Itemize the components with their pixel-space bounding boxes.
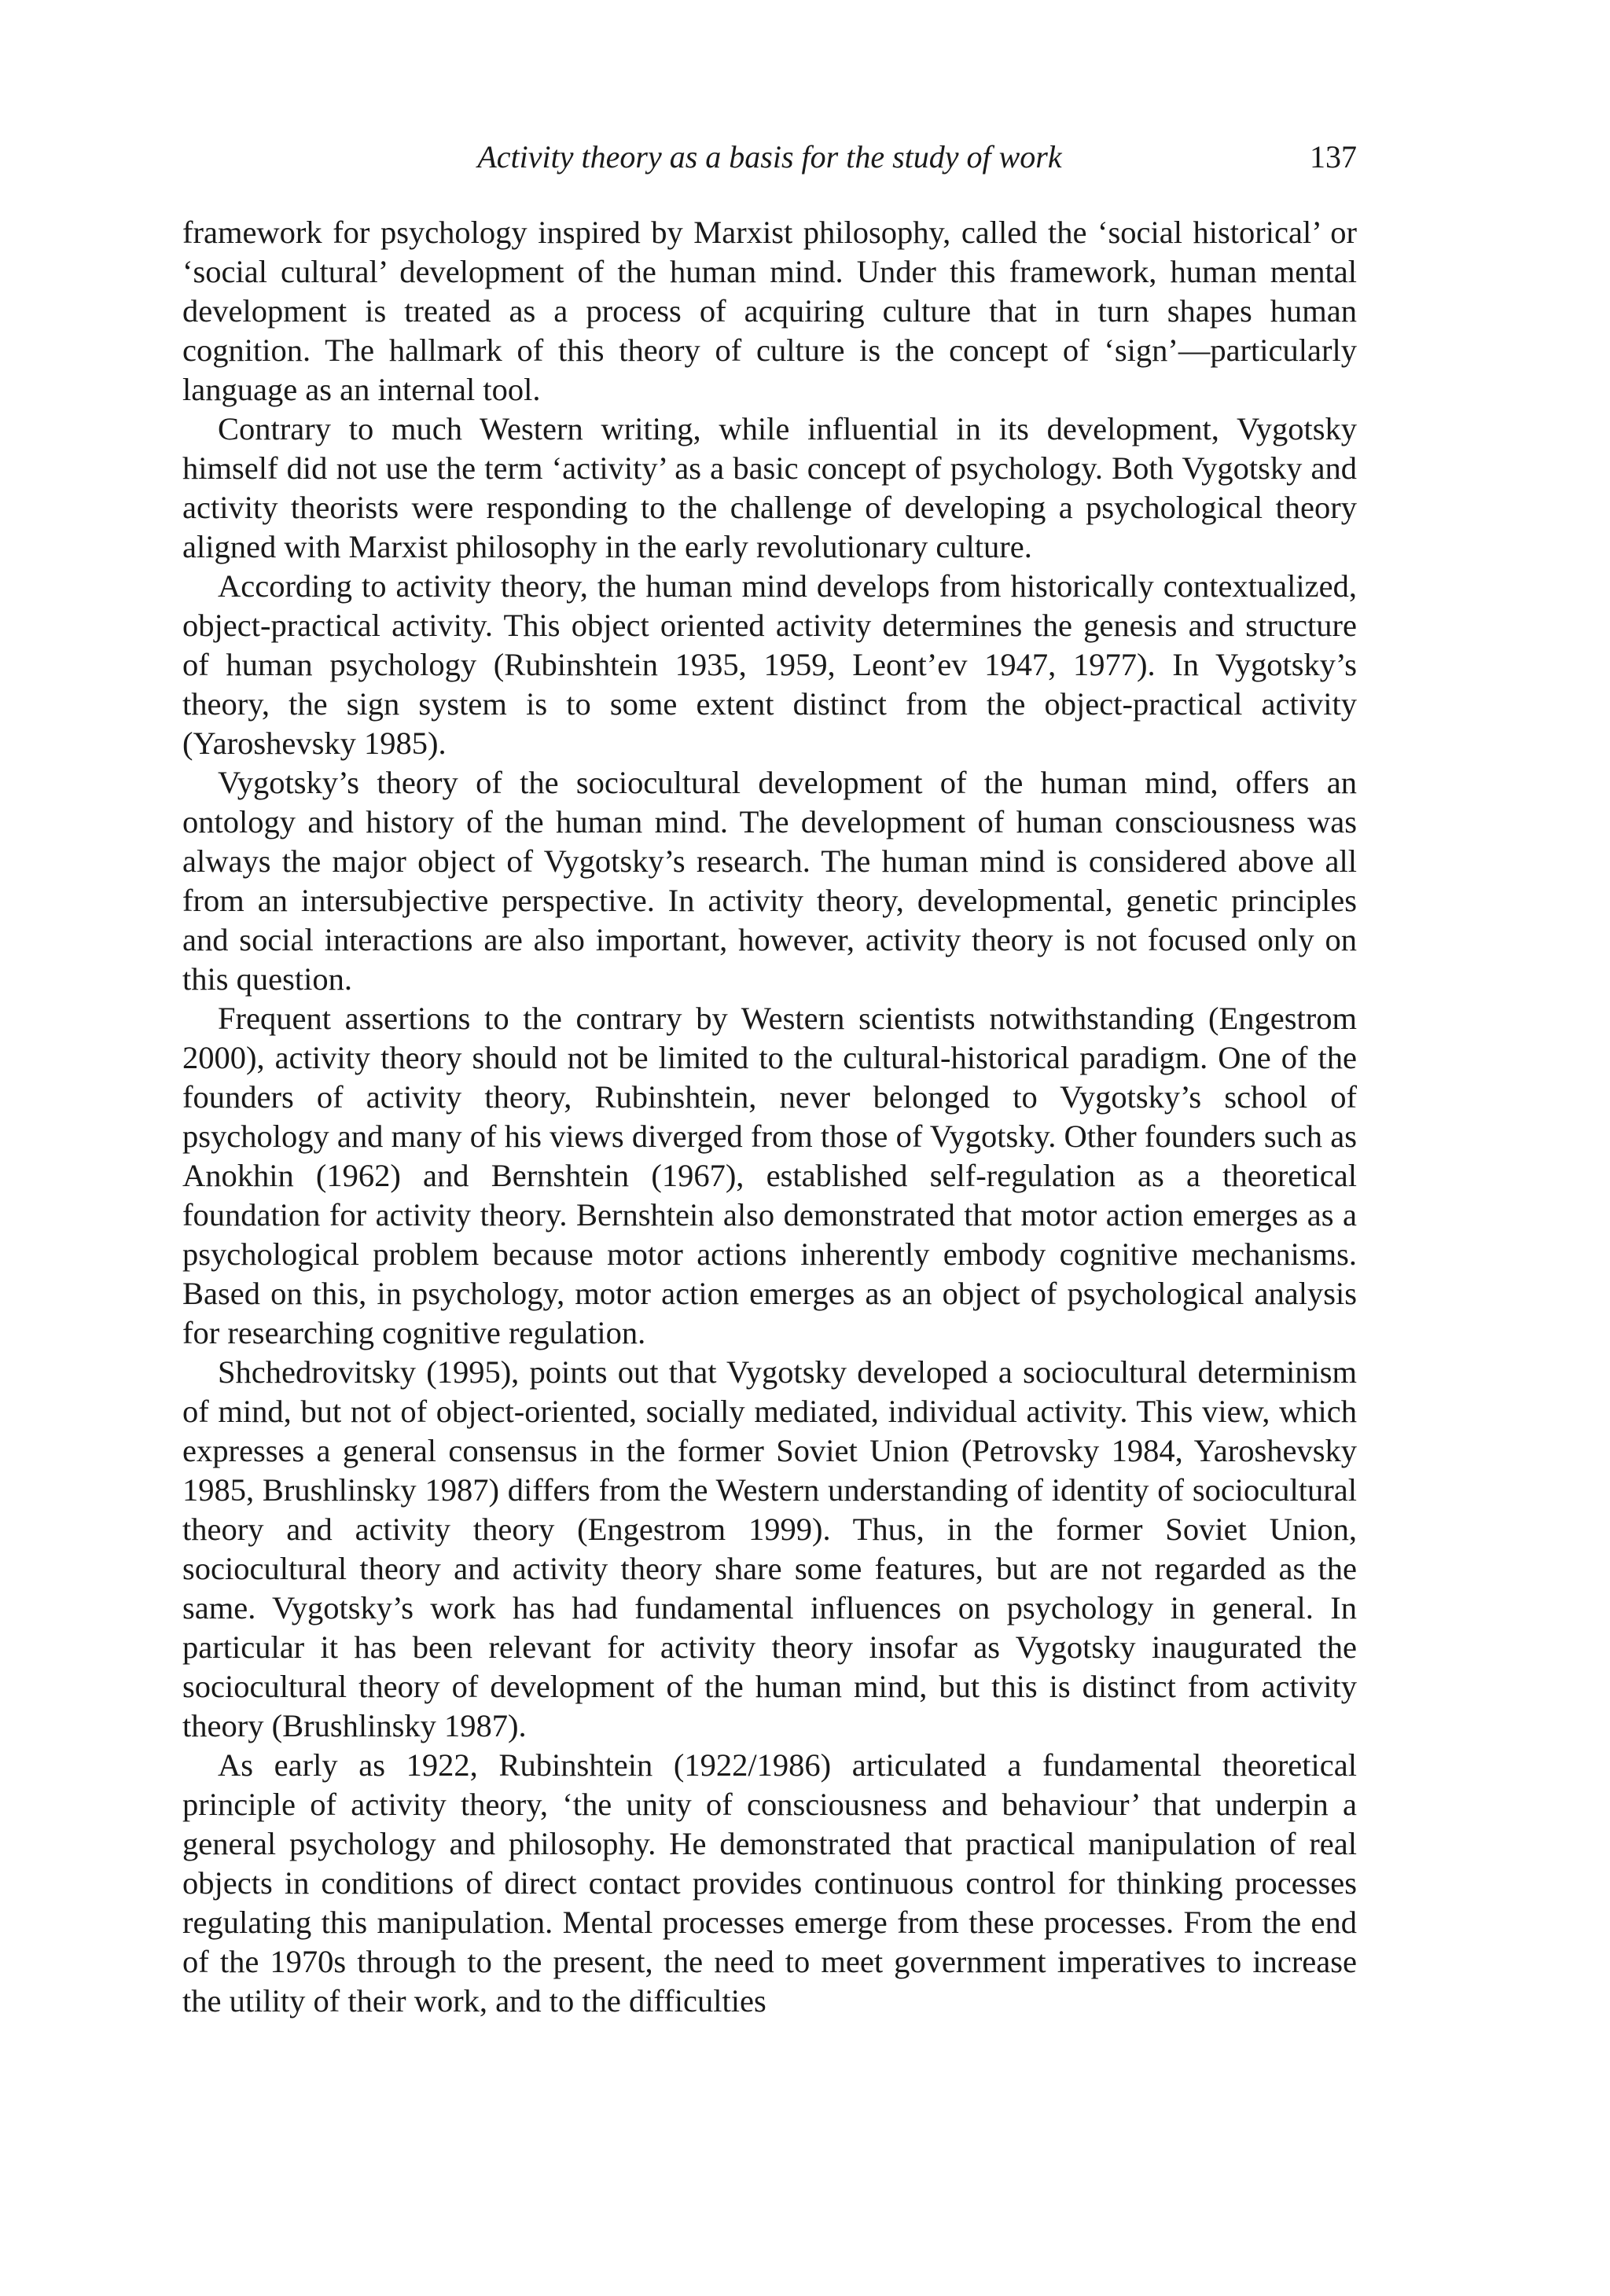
- page-number: 137: [1310, 139, 1357, 174]
- paragraph: As early as 1922, Rubinshtein (1922/1986) articulated a fundamental theoretical principle of activity theory, ‘the unity of consciousness and behaviour’ that underpin a general psychology and philosophy. He demonstrated that practical manipulation of real objects in conditions of direct contact provides continuous control for thinking processes regulating this manipulation. Mental processes emerge from these processes. From the end of the 1970s through to the present, the need to meet government imperatives to increase the utility of their work, and to the difficulties: [182, 1747, 1357, 2019]
- paragraph: According to activity theory, the human mind develops from historically contextualized, object-practical activity. This object oriented activity determines the genesis and structure of human psychology (Rubinshtein 1935, 1959, Leont’ev 1947, 1977). In Vygotsky’s theory, the sign system is to some extent distinct from the object-practical activity (Yaroshevsky 1985).: [182, 568, 1357, 761]
- paragraph: Shchedrovitsky (1995), points out that Vygotsky developed a sociocultural determinism of mind, but not of object-oriented, socially mediated, individual activity. This view, which expresses a general consensus in the former Soviet Union (Petrovsky 1984, Yaroshevsky 1985, Brushlinsky 1987) differs from the Western understanding of identity of sociocultural theory and activity theory (Engestrom 1999). Thus, in the former Soviet Union, sociocultural theory and activity theory share some features, but are not regarded as the same. Vygotsky’s work has had fundamental influences on psychology in general. In particular it has been relevant for activity theory insofar as Vygotsky inaugurated the sociocultural theory of development of the human mind, but this is distinct from activity theory (Brushlinsky 1987).: [182, 1354, 1357, 1743]
- body-text: [182, 213, 1357, 2021]
- paragraph: Frequent assertions to the contrary by Western scientists notwithstanding (Engestrom 2000), activity theory should not be limited to the cultural-historical paradigm. One of the founders of activity theory, Rubinshtein, never belonged to Vygotsky’s school of psychology and many of his views diverged from those of Vygotsky. Other founders such as Anokhin (1962) and Bernshtein (1967), established self-regulation as a theoretical foundation for activity theory. Bernshtein also demonstrated that motor action emerges as a psychological problem because motor actions inherently embody cognitive mechanisms. Based on this, in psychology, motor action emerges as an object of psychological analysis for researching cognitive regulation.: [182, 1001, 1357, 1350]
- paragraph: framework for psychology inspired by Marxist philosophy, called the ‘social historical’ or ‘social cultural’ development of the human mind. Under this framework, human mental development is treated as a process of acquiring culture that in turn shapes human cognition. The hallmark of this theory of culture is the concept of ‘sign’—particularly language as an internal tool.: [182, 215, 1357, 407]
- paragraph: Contrary to much Western writing, while influential in its development, Vygotsky himself did not use the term ‘activity’ as a basic concept of psychology. Both Vygotsky and activity theorists were responding to the challenge of developing a psychological theory aligned with Marxist philosophy in the early revolutionary culture.: [182, 411, 1357, 564]
- paragraph: Vygotsky’s theory of the sociocultural development of the human mind, offers an ontology and history of the human mind. The development of human consciousness was always the major object of Vygotsky’s research. The human mind is considered above all from an intersubjective perspective. In activity theory, developmental, genetic principles and social interactions are also important, however, activity theory is not focused only on this question.: [182, 765, 1357, 997]
- running-head: [182, 138, 1357, 186]
- running-title: Activity theory as a basis for the study of work: [477, 139, 1062, 174]
